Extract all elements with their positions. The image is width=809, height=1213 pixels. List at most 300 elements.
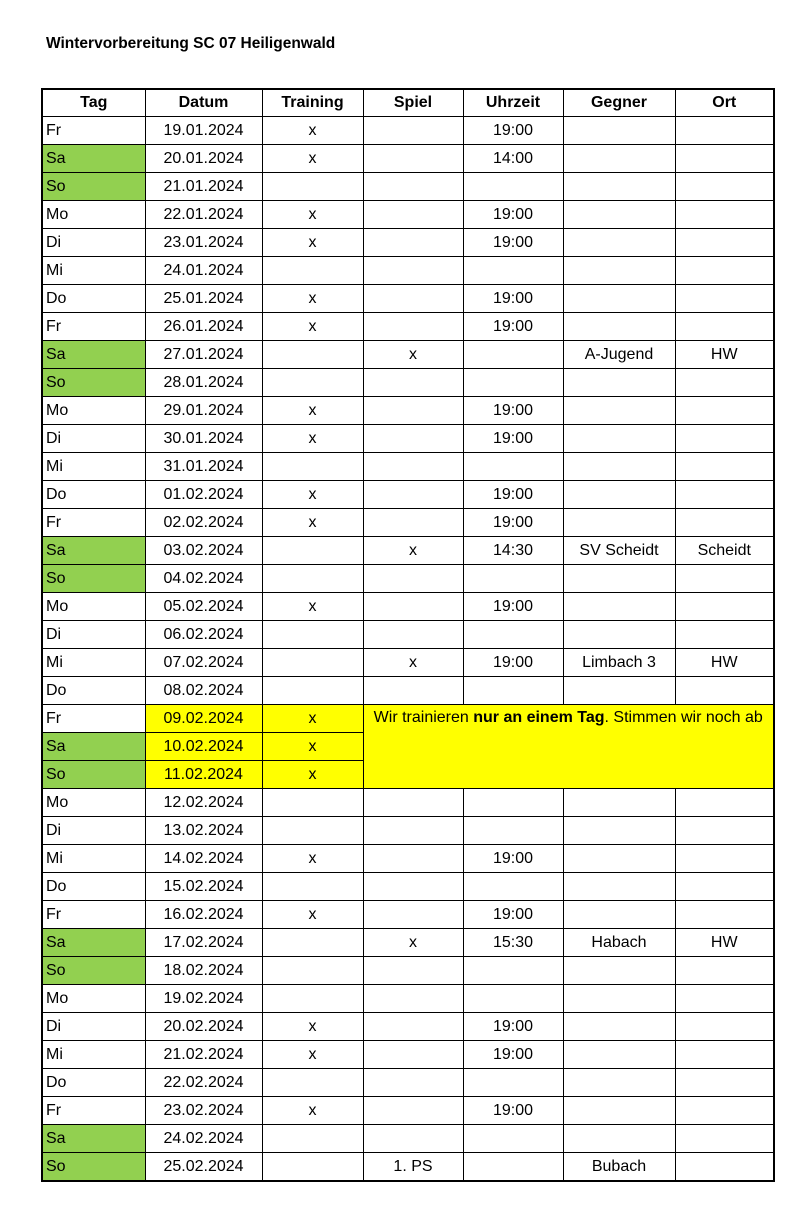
cell-tag: Sa bbox=[42, 537, 145, 565]
cell-datum: 25.01.2024 bbox=[145, 285, 262, 313]
cell-gegner bbox=[563, 1041, 675, 1069]
cell-gegner bbox=[563, 817, 675, 845]
cell-gegner bbox=[563, 565, 675, 593]
cell-datum: 18.02.2024 bbox=[145, 957, 262, 985]
table-row bbox=[42, 313, 774, 341]
cell-spiel bbox=[363, 313, 463, 341]
cell-training: x bbox=[262, 285, 363, 313]
cell-tag: Mi bbox=[42, 257, 145, 285]
cell-spiel: x bbox=[363, 929, 463, 957]
cell-uhrzeit: 19:00 bbox=[463, 845, 563, 873]
cell-training: x bbox=[262, 901, 363, 929]
cell-datum: 28.01.2024 bbox=[145, 369, 262, 397]
cell-gegner: A-Jugend bbox=[563, 341, 675, 369]
cell-ort bbox=[675, 285, 774, 313]
header-ort: Ort bbox=[675, 89, 774, 117]
cell-ort bbox=[675, 173, 774, 201]
cell-datum: 11.02.2024 bbox=[145, 761, 262, 789]
table-row bbox=[42, 1069, 774, 1097]
table-row bbox=[42, 257, 774, 285]
cell-training: x bbox=[262, 1013, 363, 1041]
table-row bbox=[42, 621, 774, 649]
table-row bbox=[42, 1013, 774, 1041]
cell-gegner bbox=[563, 1069, 675, 1097]
cell-ort bbox=[675, 117, 774, 145]
cell-uhrzeit: 19:00 bbox=[463, 425, 563, 453]
cell-ort bbox=[675, 845, 774, 873]
cell-ort: Scheidt bbox=[675, 537, 774, 565]
cell-spiel bbox=[363, 789, 463, 817]
cell-datum: 13.02.2024 bbox=[145, 817, 262, 845]
cell-uhrzeit: 19:00 bbox=[463, 593, 563, 621]
table-row bbox=[42, 369, 774, 397]
cell-gegner bbox=[563, 313, 675, 341]
cell-ort bbox=[675, 1153, 774, 1182]
cell-spiel bbox=[363, 873, 463, 901]
cell-tag: Di bbox=[42, 621, 145, 649]
cell-ort bbox=[675, 229, 774, 257]
cell-spiel bbox=[363, 845, 463, 873]
cell-training: x bbox=[262, 1097, 363, 1125]
table-row bbox=[42, 985, 774, 1013]
cell-spiel bbox=[363, 901, 463, 929]
table-row bbox=[42, 649, 774, 677]
cell-uhrzeit: 19:00 bbox=[463, 509, 563, 537]
cell-spiel bbox=[363, 481, 463, 509]
cell-training: x bbox=[262, 117, 363, 145]
cell-ort bbox=[675, 481, 774, 509]
cell-ort bbox=[675, 1097, 774, 1125]
cell-gegner bbox=[563, 481, 675, 509]
cell-spiel bbox=[363, 257, 463, 285]
cell-ort bbox=[675, 677, 774, 705]
cell-datum: 22.02.2024 bbox=[145, 1069, 262, 1097]
cell-spiel bbox=[363, 1041, 463, 1069]
cell-datum: 05.02.2024 bbox=[145, 593, 262, 621]
cell-training: x bbox=[262, 1041, 363, 1069]
table-row bbox=[42, 1041, 774, 1069]
cell-training: x bbox=[262, 145, 363, 173]
table-row bbox=[42, 341, 774, 369]
cell-tag: Mo bbox=[42, 201, 145, 229]
table-row bbox=[42, 901, 774, 929]
cell-ort bbox=[675, 985, 774, 1013]
cell-spiel: x bbox=[363, 537, 463, 565]
table-row bbox=[42, 705, 774, 733]
cell-spiel bbox=[363, 145, 463, 173]
cell-uhrzeit bbox=[463, 621, 563, 649]
cell-uhrzeit: 19:00 bbox=[463, 201, 563, 229]
cell-training: x bbox=[262, 481, 363, 509]
table-row bbox=[42, 201, 774, 229]
table-row bbox=[42, 1097, 774, 1125]
cell-uhrzeit bbox=[463, 1153, 563, 1182]
cell-uhrzeit: 19:00 bbox=[463, 229, 563, 257]
table-body bbox=[42, 117, 774, 1182]
cell-uhrzeit: 15:30 bbox=[463, 929, 563, 957]
cell-tag: Sa bbox=[42, 145, 145, 173]
cell-training: x bbox=[262, 229, 363, 257]
cell-tag: Do bbox=[42, 285, 145, 313]
cell-tag: Do bbox=[42, 1069, 145, 1097]
cell-uhrzeit: 19:00 bbox=[463, 901, 563, 929]
cell-uhrzeit: 19:00 bbox=[463, 481, 563, 509]
cell-uhrzeit bbox=[463, 957, 563, 985]
cell-gegner bbox=[563, 985, 675, 1013]
cell-tag: Mi bbox=[42, 649, 145, 677]
cell-uhrzeit: 19:00 bbox=[463, 117, 563, 145]
cell-training bbox=[262, 369, 363, 397]
cell-datum: 07.02.2024 bbox=[145, 649, 262, 677]
cell-datum: 14.02.2024 bbox=[145, 845, 262, 873]
table-row bbox=[42, 593, 774, 621]
cell-tag: Sa bbox=[42, 733, 145, 761]
cell-training bbox=[262, 873, 363, 901]
cell-spiel bbox=[363, 1125, 463, 1153]
cell-tag: Do bbox=[42, 677, 145, 705]
cell-uhrzeit: 19:00 bbox=[463, 1041, 563, 1069]
table-row bbox=[42, 173, 774, 201]
cell-datum: 10.02.2024 bbox=[145, 733, 262, 761]
cell-tag: Mi bbox=[42, 453, 145, 481]
cell-ort bbox=[675, 817, 774, 845]
table-row bbox=[42, 453, 774, 481]
cell-uhrzeit bbox=[463, 341, 563, 369]
cell-training bbox=[262, 537, 363, 565]
cell-uhrzeit bbox=[463, 369, 563, 397]
cell-gegner bbox=[563, 145, 675, 173]
cell-spiel bbox=[363, 425, 463, 453]
cell-datum: 06.02.2024 bbox=[145, 621, 262, 649]
cell-datum: 12.02.2024 bbox=[145, 789, 262, 817]
cell-training bbox=[262, 649, 363, 677]
cell-uhrzeit: 19:00 bbox=[463, 649, 563, 677]
cell-ort bbox=[675, 621, 774, 649]
cell-gegner bbox=[563, 285, 675, 313]
cell-training bbox=[262, 985, 363, 1013]
cell-gegner bbox=[563, 901, 675, 929]
cell-uhrzeit bbox=[463, 789, 563, 817]
cell-training bbox=[262, 1069, 363, 1097]
cell-training: x bbox=[262, 313, 363, 341]
cell-tag: Mi bbox=[42, 1041, 145, 1069]
cell-spiel bbox=[363, 817, 463, 845]
cell-spiel bbox=[363, 285, 463, 313]
cell-datum: 22.01.2024 bbox=[145, 201, 262, 229]
cell-uhrzeit: 19:00 bbox=[463, 285, 563, 313]
cell-gegner bbox=[563, 425, 675, 453]
cell-uhrzeit bbox=[463, 257, 563, 285]
table-row bbox=[42, 565, 774, 593]
cell-uhrzeit bbox=[463, 985, 563, 1013]
cell-training: x bbox=[262, 509, 363, 537]
cell-gegner bbox=[563, 397, 675, 425]
cell-training bbox=[262, 621, 363, 649]
document-title: Wintervorbereitung SC 07 Heiligenwald bbox=[46, 35, 336, 52]
table-row bbox=[42, 1153, 774, 1182]
cell-ort bbox=[675, 313, 774, 341]
cell-ort: HW bbox=[675, 341, 774, 369]
cell-datum: 21.01.2024 bbox=[145, 173, 262, 201]
cell-spiel bbox=[363, 117, 463, 145]
cell-uhrzeit bbox=[463, 1125, 563, 1153]
cell-gegner bbox=[563, 845, 675, 873]
cell-gegner bbox=[563, 257, 675, 285]
cell-spiel bbox=[363, 1013, 463, 1041]
cell-ort bbox=[675, 873, 774, 901]
cell-gegner bbox=[563, 1125, 675, 1153]
cell-tag: Sa bbox=[42, 929, 145, 957]
cell-gegner bbox=[563, 593, 675, 621]
cell-datum: 24.01.2024 bbox=[145, 257, 262, 285]
cell-uhrzeit bbox=[463, 453, 563, 481]
cell-ort bbox=[675, 145, 774, 173]
cell-training: x bbox=[262, 705, 363, 733]
cell-spiel bbox=[363, 453, 463, 481]
cell-spiel bbox=[363, 201, 463, 229]
cell-spiel bbox=[363, 509, 463, 537]
cell-ort bbox=[675, 789, 774, 817]
cell-gegner bbox=[563, 1097, 675, 1125]
table-row bbox=[42, 873, 774, 901]
cell-spiel bbox=[363, 985, 463, 1013]
cell-training bbox=[262, 789, 363, 817]
cell-training bbox=[262, 565, 363, 593]
header-gegner: Gegner bbox=[563, 89, 675, 117]
cell-ort bbox=[675, 257, 774, 285]
cell-datum: 25.02.2024 bbox=[145, 1153, 262, 1182]
cell-datum: 16.02.2024 bbox=[145, 901, 262, 929]
cell-ort bbox=[675, 565, 774, 593]
cell-gegner bbox=[563, 873, 675, 901]
cell-datum: 30.01.2024 bbox=[145, 425, 262, 453]
cell-spiel bbox=[363, 957, 463, 985]
cell-tag: So bbox=[42, 565, 145, 593]
cell-ort bbox=[675, 509, 774, 537]
cell-datum: 08.02.2024 bbox=[145, 677, 262, 705]
cell-tag: Di bbox=[42, 425, 145, 453]
cell-datum: 19.02.2024 bbox=[145, 985, 262, 1013]
cell-gegner bbox=[563, 1013, 675, 1041]
cell-tag: Fr bbox=[42, 509, 145, 537]
cell-spiel bbox=[363, 173, 463, 201]
cell-training: x bbox=[262, 201, 363, 229]
table-row bbox=[42, 845, 774, 873]
cell-uhrzeit: 14:30 bbox=[463, 537, 563, 565]
table-row bbox=[42, 229, 774, 257]
cell-ort: HW bbox=[675, 649, 774, 677]
cell-uhrzeit: 14:00 bbox=[463, 145, 563, 173]
cell-tag: So bbox=[42, 761, 145, 789]
cell-tag: Fr bbox=[42, 313, 145, 341]
notice-emphasis: nur an einem Tag bbox=[473, 709, 605, 726]
cell-datum: 04.02.2024 bbox=[145, 565, 262, 593]
cell-tag: Sa bbox=[42, 1125, 145, 1153]
cell-ort bbox=[675, 957, 774, 985]
cell-ort bbox=[675, 1069, 774, 1097]
cell-datum: 02.02.2024 bbox=[145, 509, 262, 537]
cell-datum: 23.02.2024 bbox=[145, 1097, 262, 1125]
cell-datum: 09.02.2024 bbox=[145, 705, 262, 733]
table-row bbox=[42, 957, 774, 985]
cell-datum: 27.01.2024 bbox=[145, 341, 262, 369]
cell-tag: Mi bbox=[42, 845, 145, 873]
cell-datum: 19.01.2024 bbox=[145, 117, 262, 145]
cell-gegner bbox=[563, 117, 675, 145]
cell-tag: Mo bbox=[42, 593, 145, 621]
table-row bbox=[42, 145, 774, 173]
cell-training bbox=[262, 1153, 363, 1182]
cell-training bbox=[262, 817, 363, 845]
cell-training: x bbox=[262, 761, 363, 789]
cell-tag: Di bbox=[42, 229, 145, 257]
cell-gegner bbox=[563, 369, 675, 397]
table-row bbox=[42, 1125, 774, 1153]
cell-tag: So bbox=[42, 173, 145, 201]
cell-tag: So bbox=[42, 957, 145, 985]
table-row bbox=[42, 285, 774, 313]
cell-tag: So bbox=[42, 369, 145, 397]
cell-training bbox=[262, 453, 363, 481]
cell-spiel bbox=[363, 1097, 463, 1125]
cell-datum: 26.01.2024 bbox=[145, 313, 262, 341]
cell-spiel: x bbox=[363, 649, 463, 677]
cell-tag: Mo bbox=[42, 397, 145, 425]
table-row bbox=[42, 509, 774, 537]
cell-ort bbox=[675, 901, 774, 929]
cell-ort bbox=[675, 1041, 774, 1069]
cell-ort bbox=[675, 397, 774, 425]
cell-uhrzeit bbox=[463, 1069, 563, 1097]
cell-tag: Do bbox=[42, 481, 145, 509]
cell-spiel bbox=[363, 593, 463, 621]
cell-ort: HW bbox=[675, 929, 774, 957]
cell-tag: Do bbox=[42, 873, 145, 901]
cell-spiel bbox=[363, 565, 463, 593]
cell-spiel: 1. PS bbox=[363, 1153, 463, 1182]
cell-ort bbox=[675, 369, 774, 397]
cell-training bbox=[262, 341, 363, 369]
cell-training bbox=[262, 257, 363, 285]
cell-tag: Sa bbox=[42, 341, 145, 369]
cell-datum: 24.02.2024 bbox=[145, 1125, 262, 1153]
table-row bbox=[42, 425, 774, 453]
cell-training bbox=[262, 929, 363, 957]
notice-text-end: . Stimmen wir noch ab bbox=[604, 709, 763, 726]
schedule-table bbox=[41, 88, 775, 1182]
cell-spiel bbox=[363, 677, 463, 705]
table-row bbox=[42, 789, 774, 817]
cell-spiel bbox=[363, 621, 463, 649]
cell-gegner bbox=[563, 621, 675, 649]
cell-gegner bbox=[563, 789, 675, 817]
cell-gegner: Bubach bbox=[563, 1153, 675, 1182]
cell-uhrzeit: 19:00 bbox=[463, 313, 563, 341]
cell-training: x bbox=[262, 397, 363, 425]
cell-uhrzeit bbox=[463, 565, 563, 593]
cell-gegner bbox=[563, 229, 675, 257]
header-tag: Tag bbox=[42, 89, 145, 117]
cell-datum: 15.02.2024 bbox=[145, 873, 262, 901]
cell-spiel bbox=[363, 397, 463, 425]
cell-training bbox=[262, 677, 363, 705]
cell-training: x bbox=[262, 593, 363, 621]
cell-uhrzeit: 19:00 bbox=[463, 397, 563, 425]
cell-ort bbox=[675, 201, 774, 229]
table-row bbox=[42, 929, 774, 957]
cell-tag: Fr bbox=[42, 705, 145, 733]
cell-gegner: Habach bbox=[563, 929, 675, 957]
cell-gegner bbox=[563, 957, 675, 985]
table-row bbox=[42, 817, 774, 845]
cell-tag: Di bbox=[42, 1013, 145, 1041]
cell-training bbox=[262, 173, 363, 201]
cell-datum: 01.02.2024 bbox=[145, 481, 262, 509]
cell-ort bbox=[675, 1013, 774, 1041]
cell-tag: Fr bbox=[42, 117, 145, 145]
cell-training: x bbox=[262, 845, 363, 873]
cell-datum: 20.01.2024 bbox=[145, 145, 262, 173]
cell-uhrzeit bbox=[463, 173, 563, 201]
cell-datum: 31.01.2024 bbox=[145, 453, 262, 481]
table-row bbox=[42, 117, 774, 145]
cell-tag: Mo bbox=[42, 789, 145, 817]
cell-uhrzeit bbox=[463, 677, 563, 705]
cell-uhrzeit bbox=[463, 817, 563, 845]
notice-text: Wir trainieren bbox=[373, 709, 474, 726]
cell-gegner bbox=[563, 201, 675, 229]
cell-training: x bbox=[262, 425, 363, 453]
header-datum: Datum bbox=[145, 89, 262, 117]
cell-gegner bbox=[563, 453, 675, 481]
cell-uhrzeit: 19:00 bbox=[463, 1013, 563, 1041]
cell-gegner bbox=[563, 677, 675, 705]
header-spiel: Spiel bbox=[363, 89, 463, 117]
cell-gegner: SV Scheidt bbox=[563, 537, 675, 565]
cell-datum: 29.01.2024 bbox=[145, 397, 262, 425]
cell-datum: 03.02.2024 bbox=[145, 537, 262, 565]
cell-ort bbox=[675, 593, 774, 621]
table-row bbox=[42, 677, 774, 705]
cell-training bbox=[262, 1125, 363, 1153]
cell-uhrzeit bbox=[463, 873, 563, 901]
cell-gegner: Limbach 3 bbox=[563, 649, 675, 677]
cell-spiel bbox=[363, 1069, 463, 1097]
cell-gegner bbox=[563, 509, 675, 537]
cell-spiel bbox=[363, 229, 463, 257]
cell-gegner bbox=[563, 173, 675, 201]
cell-spiel bbox=[363, 369, 463, 397]
cell-datum: 23.01.2024 bbox=[145, 229, 262, 257]
cell-tag: So bbox=[42, 1153, 145, 1182]
header-training: Training bbox=[262, 89, 363, 117]
notice-cell bbox=[363, 705, 774, 789]
table-row bbox=[42, 481, 774, 509]
cell-tag: Di bbox=[42, 817, 145, 845]
cell-training bbox=[262, 957, 363, 985]
cell-tag: Fr bbox=[42, 1097, 145, 1125]
table-row bbox=[42, 397, 774, 425]
cell-datum: 20.02.2024 bbox=[145, 1013, 262, 1041]
cell-tag: Fr bbox=[42, 901, 145, 929]
cell-training: x bbox=[262, 733, 363, 761]
table-header-row bbox=[42, 89, 774, 117]
cell-spiel: x bbox=[363, 341, 463, 369]
cell-uhrzeit: 19:00 bbox=[463, 1097, 563, 1125]
cell-ort bbox=[675, 1125, 774, 1153]
header-uhrzeit: Uhrzeit bbox=[463, 89, 563, 117]
cell-ort bbox=[675, 425, 774, 453]
